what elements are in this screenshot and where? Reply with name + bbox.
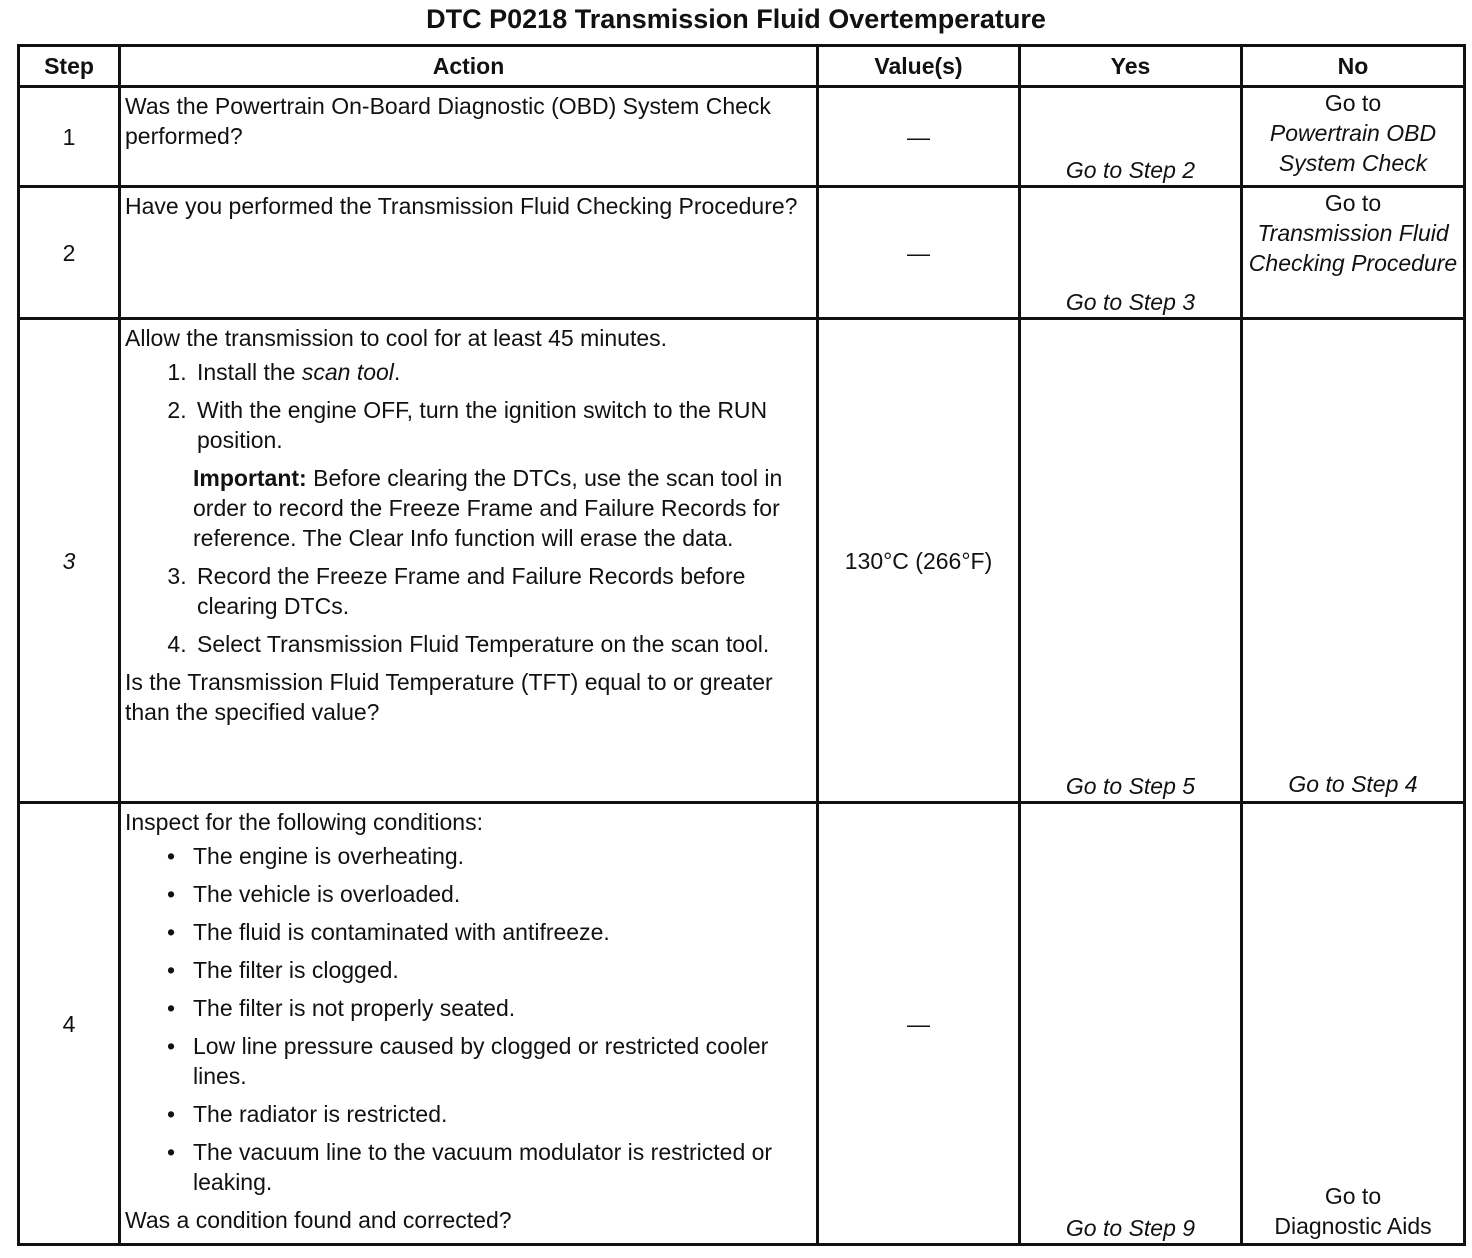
- procedure-step: 3. Record the Freeze Frame and Failure Records before clearing DTCs.: [193, 561, 812, 621]
- header-yes: Yes: [1020, 46, 1242, 87]
- procedure-step: [193, 357, 812, 387]
- action-question: Was a condition found and corrected?: [125, 1207, 512, 1233]
- value-cell: —: [818, 187, 1020, 319]
- step-number: 1: [19, 87, 120, 187]
- action-cell: [120, 87, 818, 187]
- condition-item: • The vehicle is overloaded.: [193, 879, 812, 909]
- condition-item: • The filter is not properly seated.: [193, 993, 812, 1023]
- no-link[interactable]: Powertrain OBD System Check: [1269, 120, 1437, 176]
- procedure-list: [125, 561, 812, 659]
- no-link[interactable]: Go to Step 4: [1242, 319, 1465, 803]
- action-cell: [120, 803, 818, 1245]
- action-intro: Allow the transmission to cool for at least 45 minutes.: [125, 325, 668, 351]
- table-row: [19, 87, 1465, 187]
- no-prefix: Go to: [1324, 1183, 1382, 1209]
- condition-item: • The filter is clogged.: [193, 955, 812, 985]
- action-question: Have you performed the Transmission Fluid Checking Procedure?: [125, 193, 798, 219]
- important-text: Before clearing the DTCs, use the scan tool in order to record the Freeze Frame and Failure Records for reference. The Clear Info function will erase the data.: [193, 465, 783, 551]
- value-cell: —: [818, 803, 1020, 1245]
- action-cell: [120, 187, 818, 319]
- step-number: 4: [19, 803, 120, 1245]
- header-values: Value(s): [818, 46, 1020, 87]
- procedure-step: 4. Select Transmission Fluid Temperature on the scan tool.: [193, 629, 812, 659]
- header-row: [19, 46, 1465, 87]
- procedure-step: 2. With the engine OFF, turn the ignition switch to the RUN position.: [193, 395, 812, 455]
- no-link[interactable]: Diagnostic Aids: [1274, 1213, 1432, 1239]
- table-row: [19, 803, 1465, 1245]
- value-cell: 130°C (266°F): [818, 319, 1020, 803]
- table-row: [19, 187, 1465, 319]
- no-cell: [1242, 803, 1465, 1245]
- no-cell: [1242, 87, 1465, 187]
- condition-item: • The fluid is contaminated with antifreeze.: [193, 917, 812, 947]
- header-step: Step: [19, 46, 120, 87]
- condition-item: • The engine is overheating.: [193, 841, 812, 871]
- conditions-list: [125, 841, 812, 1197]
- scan-tool-link[interactable]: scan tool: [301, 359, 394, 385]
- table-row: [19, 319, 1465, 803]
- step-number: 2: [19, 187, 120, 319]
- yes-link[interactable]: Go to Step 5: [1020, 319, 1242, 803]
- step-number: 3: [19, 319, 120, 803]
- procedure-list: [125, 357, 812, 455]
- action-intro: Inspect for the following conditions:: [125, 809, 483, 835]
- no-prefix: Go to: [1324, 90, 1382, 116]
- header-action: Action: [120, 46, 818, 87]
- important-note: [193, 463, 812, 553]
- value-cell: —: [818, 87, 1020, 187]
- condition-item: • The radiator is restricted.: [193, 1099, 812, 1129]
- action-cell: [120, 319, 818, 803]
- action-question: Was the Powertrain On-Board Diagnostic (OBD) System Check performed?: [125, 93, 771, 149]
- diagnostic-table: [17, 44, 1466, 1246]
- procedure-step-text: .: [393, 359, 401, 385]
- yes-link[interactable]: Go to Step 9: [1020, 803, 1242, 1245]
- yes-link[interactable]: Go to Step 3: [1020, 187, 1242, 319]
- action-question: Is the Transmission Fluid Temperature (TFT) equal to or greater than the specified value?: [125, 669, 773, 725]
- condition-item: • Low line pressure caused by clogged or restricted cooler lines.: [193, 1031, 812, 1091]
- header-no: No: [1242, 46, 1465, 87]
- no-cell: [1242, 187, 1465, 319]
- page-title: DTC P0218 Transmission Fluid Overtemperature: [426, 4, 1046, 34]
- no-prefix: Go to: [1324, 190, 1382, 216]
- condition-item: • The vacuum line to the vacuum modulator is restricted or leaking.: [193, 1137, 812, 1197]
- yes-link[interactable]: Go to Step 2: [1020, 87, 1242, 187]
- important-label: Important:: [193, 465, 307, 491]
- procedure-step-text: Install the: [197, 359, 302, 385]
- no-link[interactable]: Transmission Fluid Checking Procedure: [1248, 220, 1458, 276]
